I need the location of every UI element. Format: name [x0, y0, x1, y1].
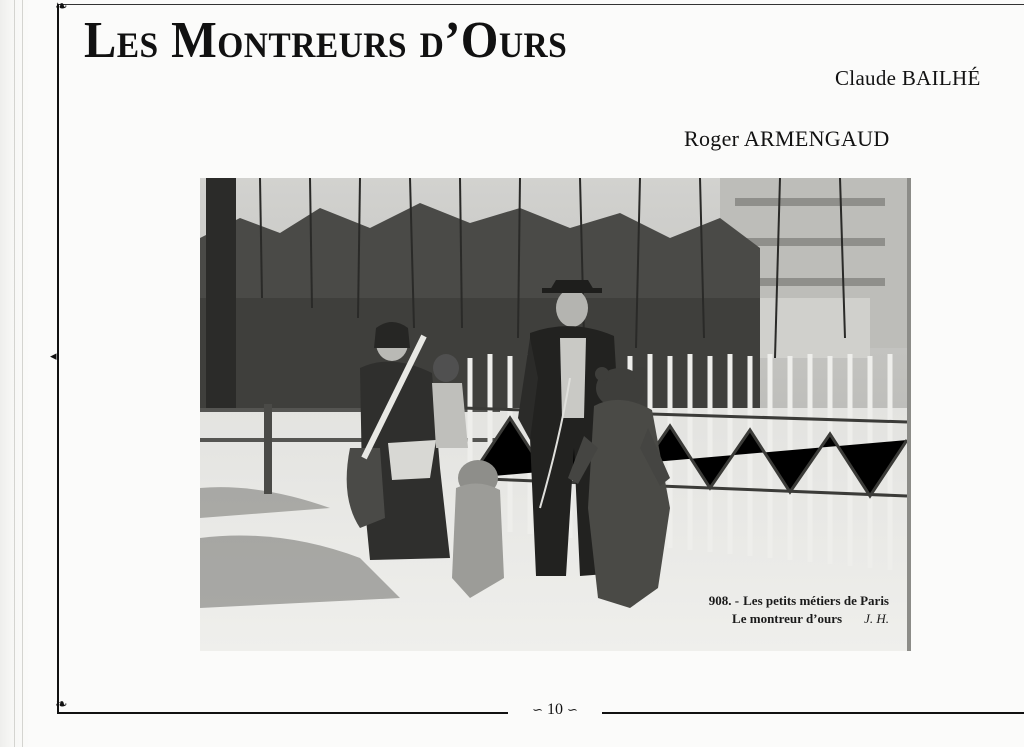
caption-initials: J. H.	[864, 611, 889, 626]
corner-ornament-bottom: ❧	[55, 697, 68, 713]
corner-ornament-top: ❧	[55, 0, 68, 15]
caption-series: Les petits métiers de Paris	[743, 593, 889, 608]
postcard-caption	[709, 592, 889, 628]
folio-ornament-left-icon: ∽	[532, 702, 543, 717]
bear-trainer-illustration	[200, 178, 907, 651]
gutter-line	[22, 0, 23, 747]
page-number-folio	[508, 699, 602, 721]
book-gutter	[0, 0, 30, 747]
caption-number: 908. -	[708, 593, 740, 608]
historic-postcard-photo	[200, 178, 907, 651]
caption-line-2	[709, 610, 889, 628]
page-title: Les Montreurs d’Ours	[84, 12, 568, 69]
margin-mark: ◂	[50, 348, 57, 363]
caption-subject: Le montreur d’ours	[732, 611, 843, 626]
gutter-line	[14, 0, 15, 747]
folio-ornament-right-icon: ∽	[567, 702, 578, 717]
caption-line-1	[709, 592, 889, 610]
author-roger-armengaud: Roger ARMENGAUD	[684, 126, 890, 151]
page-number: 10	[547, 701, 563, 718]
author-claude-bailhe: Claude BAILHÉ	[835, 66, 981, 90]
